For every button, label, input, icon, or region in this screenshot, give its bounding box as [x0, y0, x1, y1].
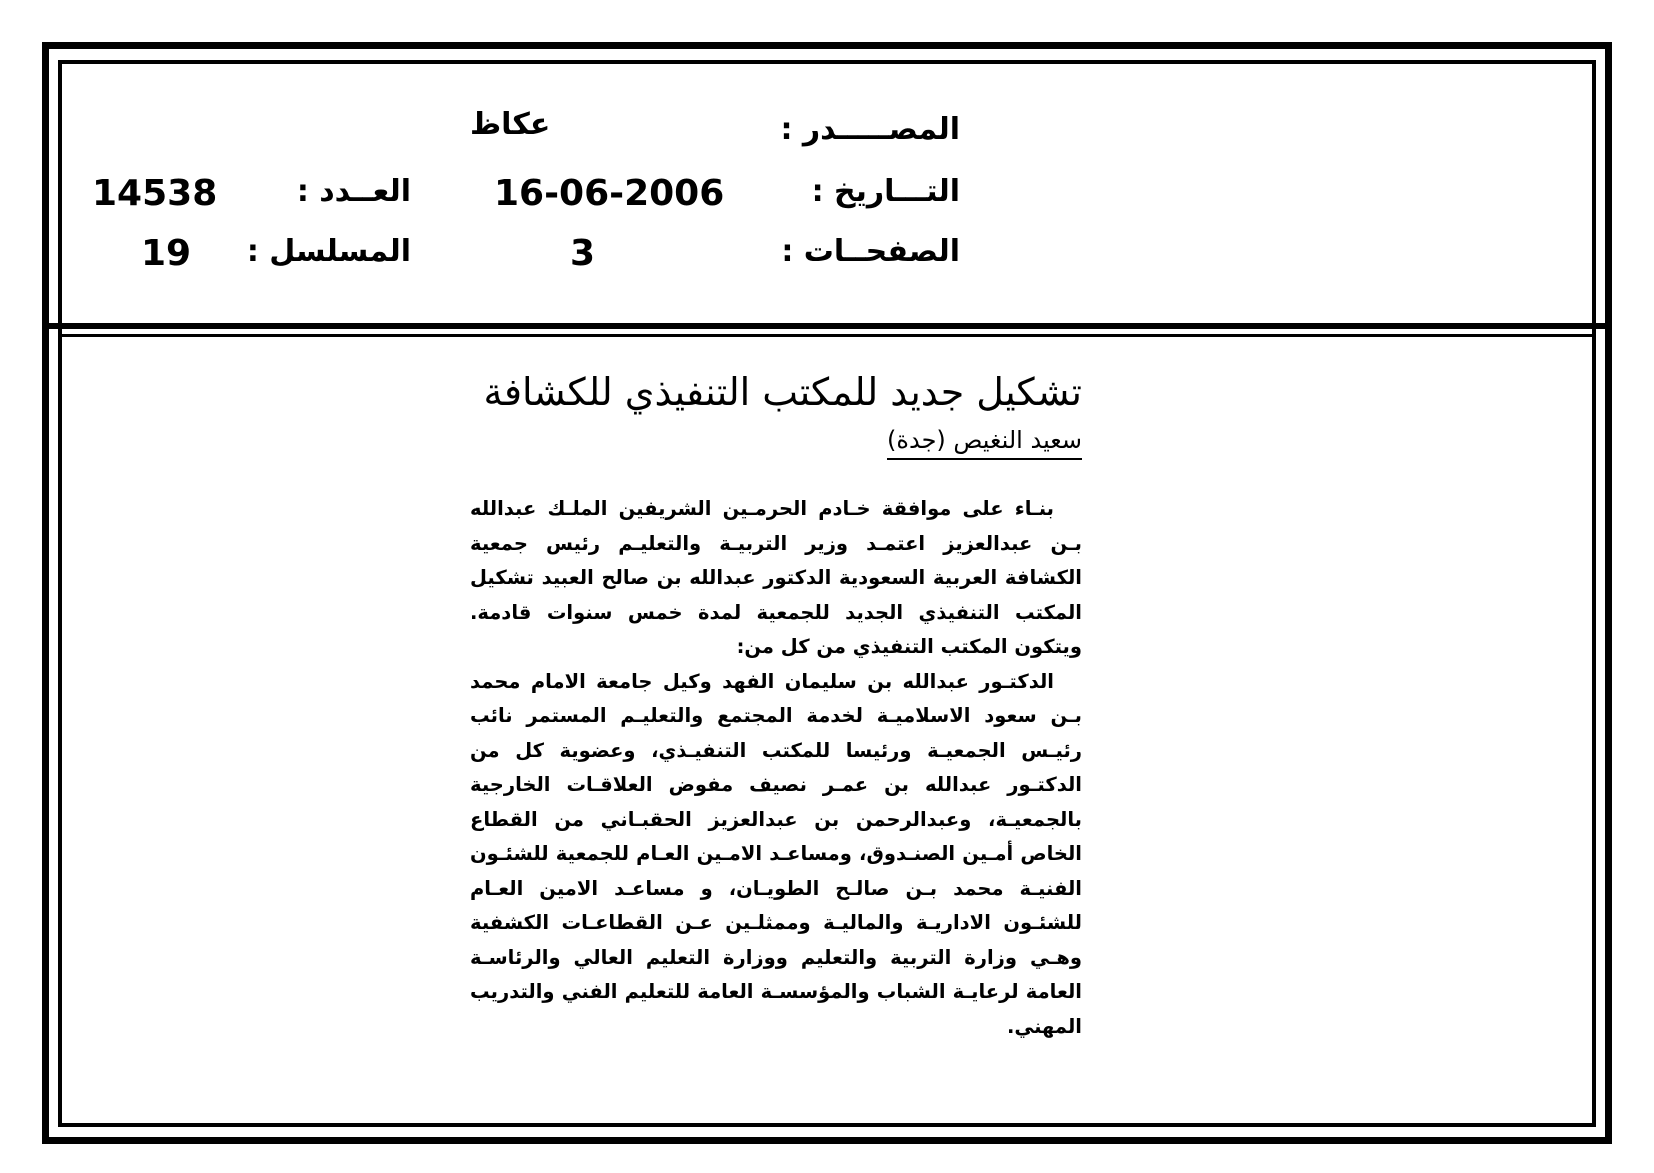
date-value: 16-06-2006	[494, 173, 725, 214]
issue-value: 14538	[92, 173, 218, 214]
byline-text: سعيد النغيص (جدة)	[887, 426, 1082, 460]
article-byline	[470, 426, 1082, 454]
article-clipping	[470, 360, 1082, 1044]
date-label: التـــاريخ :	[811, 174, 960, 209]
serial-value: 19	[141, 233, 192, 274]
source-label: المصـــــدر :	[780, 112, 960, 147]
header-divider-thin	[58, 334, 1596, 337]
article-paragraph-2: الدكتـور عبدالله بن سليمان الفهد وكيل جامعة الامام محمد بـن سعود الاسلاميـة لخدمة المجتمع والتعليـم المستمر نائب رئيـس الجمعيـة ورئيسا للمكتب التنفيـذي، وعضوية كل من الدكتـور عبدالله بن عمـر نصيف مفوض العلاقـات الخارجية بالجمعيـة، وعبدالرحمن بن عبدالعزيز الحقبـاني من القطاع الخاص أمـين الصنـدوق، ومساعـد الامـين العـام للجمعية للشئـون الفنيـة محمد بـن صالـح الطويـان، و مساعـد الامين العـام للشئـون الاداريـة والماليـة وممثلـين عـن القطاعـات الكشفية وهـي وزارة التربية والتعليم ووزارة التعليم العالي والرئاسـة العامة لرعايـة الشباب والمؤسسـة العامة للتعليم الفني والتدريب المهني.	[470, 669, 1082, 1038]
article-headline: تشكيل جديد للمكتب التنفيذي للكشافة	[483, 370, 1082, 414]
serial-label: المسلسل :	[246, 234, 411, 269]
issue-label: العــدد :	[296, 174, 411, 209]
pages-value: 3	[570, 233, 596, 274]
pages-label: الصفحــات :	[781, 234, 960, 269]
article-paragraph-1: بنـاء على موافقة خـادم الحرمـين الشريفين الملـك عبدالله بـن عبدالعزيز اعتمـد وزير التربيـة والتعليـم رئيس جمعية الكشافة العربية السعودية الدكتور عبدالله بن صالح العبيد تشكيل المكتب التنفيذي الجديد للجمعية لمدة خمس سنوات قادمة. ويتكون المكتب التنفيذي من كل من:	[470, 497, 1082, 658]
header-divider-thick	[46, 323, 1608, 329]
source-value: عكاظ	[470, 107, 551, 142]
